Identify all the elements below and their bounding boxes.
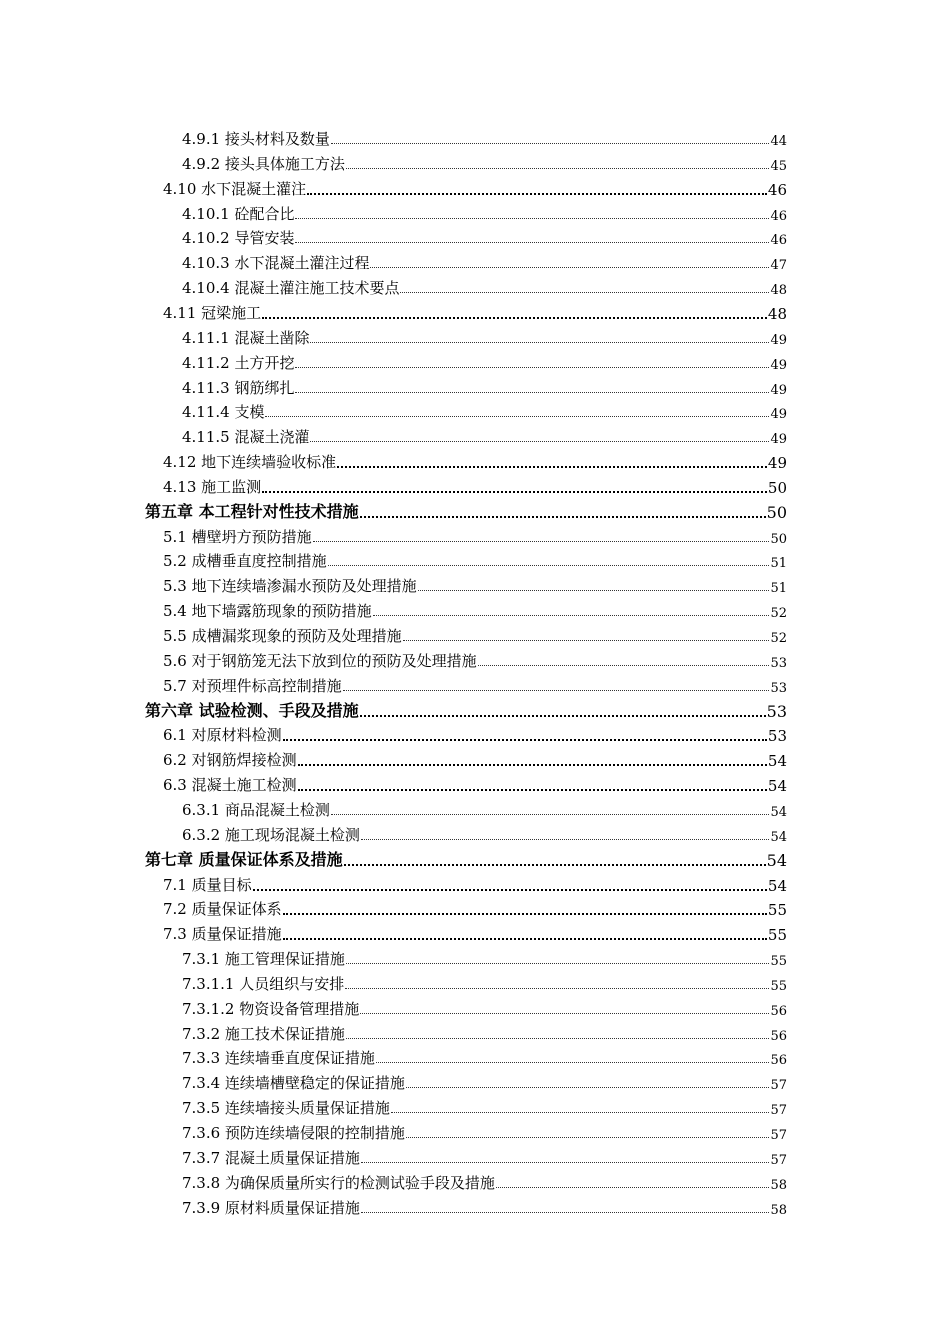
- toc-entry[interactable]: [163, 546, 787, 571]
- dot-leader: [391, 1112, 770, 1113]
- toc-entry-page-number: 50: [767, 478, 787, 497]
- toc-entry-page-number: 53: [770, 655, 787, 671]
- toc-entry-page-number: 51: [770, 581, 787, 597]
- toc-entry-title: 7.3.4 连续墙槽壁稳定的保证措施: [182, 1074, 405, 1093]
- dot-leader: [313, 541, 770, 542]
- dot-leader: [360, 516, 766, 518]
- toc-entry[interactable]: [163, 447, 787, 472]
- toc-entry[interactable]: [145, 845, 787, 870]
- toc-entry-title: 4.12 地下连续墙验收标准: [163, 453, 337, 472]
- toc-entry-title: 4.9.2 接头具体施工方法: [182, 154, 345, 173]
- toc-entry-title: 4.11.3 钢筋绑扎: [182, 378, 295, 397]
- toc-entry-page-number: 55: [767, 901, 787, 920]
- toc-entry-title: 6.3.2 施工现场混凝土检测: [182, 825, 360, 844]
- dot-leader: [345, 988, 769, 989]
- toc-entry-page-number: 50: [766, 502, 787, 522]
- toc-entry-page-number: 51: [770, 556, 787, 572]
- toc-entry-page-number: 50: [770, 531, 787, 547]
- toc-entry-page-number: 49: [770, 432, 787, 448]
- dot-leader: [373, 615, 770, 616]
- toc-entry-page-number: 58: [770, 1202, 787, 1218]
- toc-entry-title: 第五章 本工程针对性技术措施: [145, 501, 359, 521]
- dot-leader: [283, 913, 767, 915]
- toc-entry-title: 4.11 冠梁施工: [163, 303, 262, 322]
- toc-entry-page-number: 56: [770, 1003, 787, 1019]
- dot-leader: [496, 1187, 770, 1188]
- dot-leader: [328, 565, 770, 566]
- toc-entry-title: 7.3.1 施工管理保证措施: [182, 950, 345, 969]
- toc-entry[interactable]: [163, 870, 787, 895]
- dot-leader: [265, 416, 769, 417]
- toc-entry-page-number: 46: [770, 208, 787, 224]
- toc-entry-page-number: 54: [767, 876, 787, 895]
- toc-entry[interactable]: [182, 248, 787, 273]
- toc-entry-title: 4.10.1 砼配合比: [182, 204, 295, 223]
- dot-leader: [262, 317, 767, 319]
- dot-leader: [298, 764, 767, 766]
- toc-entry-page-number: 48: [770, 283, 787, 299]
- toc-entry-title: 5.7 对预埋件标高控制措施: [163, 676, 342, 695]
- dot-leader: [361, 839, 770, 840]
- toc-entry-page-number: 57: [770, 1078, 787, 1094]
- toc-entry-title: 5.5 成槽漏浆现象的预防及处理措施: [163, 627, 402, 645]
- toc-entry-page-number: 55: [767, 926, 787, 945]
- toc-entry-title: 6.1 对原材料检测: [163, 726, 282, 745]
- toc-entry[interactable]: [182, 944, 787, 969]
- dot-leader: [361, 1162, 770, 1163]
- dot-leader: [346, 1038, 770, 1039]
- toc-entry-page-number: 54: [770, 804, 787, 820]
- dot-leader: [331, 814, 770, 815]
- toc-entry[interactable]: [182, 1068, 787, 1093]
- toc-entry-page-number: 49: [770, 332, 787, 348]
- dot-leader: [295, 367, 769, 368]
- dot-leader: [298, 789, 767, 791]
- toc-entry[interactable]: [145, 696, 787, 721]
- toc-entry[interactable]: [163, 621, 787, 646]
- toc-entry[interactable]: [163, 894, 787, 919]
- toc-entry[interactable]: [163, 472, 787, 497]
- dot-leader: [283, 739, 767, 741]
- toc-entry[interactable]: [163, 745, 787, 770]
- toc-entry-page-number: 49: [770, 407, 787, 423]
- dot-leader: [253, 889, 767, 891]
- dot-leader: [403, 640, 770, 641]
- toc-entry[interactable]: [182, 348, 787, 373]
- toc-entry-title: 7.3.7 混凝土质量保证措施: [182, 1148, 360, 1167]
- toc-entry-title: 7.3.2 施工技术保证措施: [182, 1024, 345, 1043]
- dot-leader: [343, 690, 770, 691]
- dot-leader: [295, 218, 769, 219]
- toc-entry[interactable]: [163, 174, 787, 199]
- toc-entry-page-number: 47: [770, 258, 787, 274]
- toc-entry[interactable]: [182, 223, 787, 248]
- toc-entry-title: 6.3 混凝土施工检测: [163, 776, 297, 795]
- toc-entry-title: 4.10.3 水下混凝土灌注过程: [182, 254, 370, 273]
- toc-entry-title: 5.3 地下连续墙渗漏水预防及处理措施: [163, 577, 417, 596]
- toc-entry-page-number: 46: [770, 233, 787, 249]
- toc-entry[interactable]: [182, 994, 787, 1019]
- dot-leader: [295, 242, 769, 243]
- toc-entry-title: 7.3.1.1 人员组织与安排: [182, 974, 345, 993]
- toc-entry-page-number: 54: [767, 777, 787, 796]
- dot-leader: [418, 590, 770, 591]
- toc-entry-title: 4.13 施工监测: [163, 477, 262, 496]
- toc-entry-title: 4.10.4 混凝土灌注施工技术要点: [182, 279, 400, 298]
- toc-entry-title: 4.11.1 混凝土凿除: [182, 328, 310, 347]
- toc-entry[interactable]: [182, 323, 787, 348]
- toc-entry-title: 4.10 水下混凝土灌注: [163, 179, 307, 198]
- toc-entry-title: 7.1 质量目标: [163, 875, 252, 894]
- toc-entry-title: 6.3.1 商品混凝土检测: [182, 800, 330, 819]
- toc-entry-title: 第七章 质量保证体系及措施: [145, 849, 343, 869]
- toc-entry-title: 7.3 质量保证措施: [163, 925, 282, 944]
- toc-entry-title: 第六章 试验检测、手段及措施: [145, 700, 359, 720]
- toc-entry[interactable]: [163, 522, 787, 547]
- toc-entry-title: 5.2 成槽垂直度控制措施: [163, 552, 327, 571]
- toc-entry-title: 7.3.1.2 物资设备管理措施: [182, 999, 360, 1018]
- toc-entry-page-number: 55: [770, 954, 787, 970]
- toc-entry[interactable]: [182, 1193, 787, 1218]
- dot-leader: [478, 665, 770, 666]
- toc-entry-page-number: 54: [766, 850, 787, 870]
- toc-entry[interactable]: [182, 820, 787, 845]
- toc-entry-title: 7.3.6 预防连续墙侵限的控制措施: [182, 1124, 405, 1142]
- toc-entry-title: 7.3.9 原材料质量保证措施: [182, 1198, 360, 1217]
- dot-leader: [344, 864, 766, 866]
- toc-entry[interactable]: [182, 1143, 787, 1168]
- dot-leader: [376, 1062, 770, 1063]
- toc-entry[interactable]: [163, 720, 787, 745]
- toc-entry[interactable]: [182, 397, 787, 422]
- toc-entry-title: 7.3.8 为确保质量所实行的检测试验手段及措施: [182, 1173, 495, 1192]
- toc-entry-title: 4.11.2 土方开挖: [182, 353, 295, 372]
- toc-entry-page-number: 53: [766, 701, 787, 721]
- dot-leader: [283, 938, 767, 940]
- toc-entry[interactable]: [182, 1043, 787, 1068]
- toc-entry[interactable]: [163, 671, 787, 696]
- toc-entry-page-number: 56: [770, 1053, 787, 1069]
- toc-entry[interactable]: [182, 422, 787, 447]
- toc-entry-page-number: 55: [770, 978, 787, 994]
- toc-entry[interactable]: [182, 1118, 787, 1143]
- toc-entry[interactable]: [182, 969, 787, 994]
- toc-entry-title: 7.3.5 连续墙接头质量保证措施: [182, 1099, 390, 1118]
- toc-entry-page-number: 58: [770, 1177, 787, 1193]
- dot-leader: [400, 292, 769, 293]
- toc-entry[interactable]: [182, 1168, 787, 1193]
- toc-entry[interactable]: [163, 646, 787, 671]
- toc-entry-page-number: 45: [770, 158, 787, 174]
- toc-entry-title: 5.1 槽壁坍方预防措施: [163, 527, 312, 546]
- dot-leader: [361, 1212, 770, 1213]
- toc-entry-title: 5.4 地下墙露筋现象的预防措施: [163, 602, 372, 621]
- dot-leader: [307, 193, 767, 195]
- dot-leader: [406, 1087, 770, 1088]
- toc-entry-page-number: 57: [770, 1103, 787, 1119]
- dot-leader: [295, 392, 769, 393]
- toc-entry[interactable]: [182, 124, 787, 149]
- dot-leader: [370, 267, 769, 268]
- toc-entry-page-number: 52: [770, 631, 787, 646]
- toc-entry-page-number: 49: [770, 357, 787, 373]
- toc-entry-title: 7.2 质量保证体系: [163, 900, 282, 919]
- toc-entry-page-number: 49: [770, 382, 787, 398]
- toc-entry-title: 5.6 对于钢筋笼无法下放到位的预防及处理措施: [163, 651, 477, 670]
- toc-entry-page-number: 54: [767, 752, 787, 771]
- toc-entry-title: 4.9.1 接头材料及数量: [182, 130, 330, 148]
- dot-leader: [262, 491, 767, 493]
- dot-leader: [346, 963, 770, 964]
- toc-entry[interactable]: [163, 298, 787, 323]
- toc-entry-title: 4.11.4 支模: [182, 403, 265, 422]
- toc-entry-page-number: 48: [767, 304, 787, 323]
- toc-entry[interactable]: [163, 919, 787, 944]
- toc-entry-page-number: 56: [770, 1028, 787, 1044]
- toc-entry[interactable]: [163, 596, 787, 621]
- toc-entry-page-number: 53: [767, 727, 787, 746]
- dot-leader: [360, 715, 766, 717]
- toc-entry-page-number: 49: [767, 454, 787, 473]
- toc-entry-page-number: 44: [770, 134, 787, 149]
- dot-leader: [406, 1137, 770, 1138]
- toc-entry[interactable]: [182, 373, 787, 398]
- toc-entry[interactable]: [145, 497, 787, 522]
- toc-entry[interactable]: [182, 273, 787, 298]
- dot-leader: [310, 441, 769, 442]
- dot-leader: [360, 1013, 769, 1014]
- dot-leader: [337, 466, 767, 468]
- toc-entry-title: 4.11.5 混凝土浇灌: [182, 428, 310, 447]
- toc-entry[interactable]: [163, 770, 787, 795]
- toc-entry[interactable]: [163, 571, 787, 596]
- dot-leader: [310, 342, 769, 343]
- toc-entry[interactable]: [182, 199, 787, 224]
- toc-entry[interactable]: [182, 795, 787, 820]
- dot-leader: [331, 143, 770, 144]
- toc-entry-title: 4.10.2 导管安装: [182, 229, 295, 248]
- toc-entry-page-number: 57: [770, 1128, 787, 1143]
- toc-entry-title: 7.3.3 连续墙垂直度保证措施: [182, 1049, 375, 1068]
- toc-entry-title: 6.2 对钢筋焊接检测: [163, 751, 297, 770]
- toc-entry-page-number: 46: [767, 180, 787, 199]
- toc-entry[interactable]: [182, 1019, 787, 1044]
- toc-entry-page-number: 52: [770, 606, 787, 622]
- toc-entry-page-number: 57: [770, 1152, 787, 1168]
- toc-entry-page-number: 54: [770, 829, 787, 845]
- dot-leader: [346, 168, 770, 169]
- toc-entry[interactable]: [182, 149, 787, 174]
- toc-entry[interactable]: [182, 1093, 787, 1118]
- toc-entry-page-number: 53: [770, 680, 787, 696]
